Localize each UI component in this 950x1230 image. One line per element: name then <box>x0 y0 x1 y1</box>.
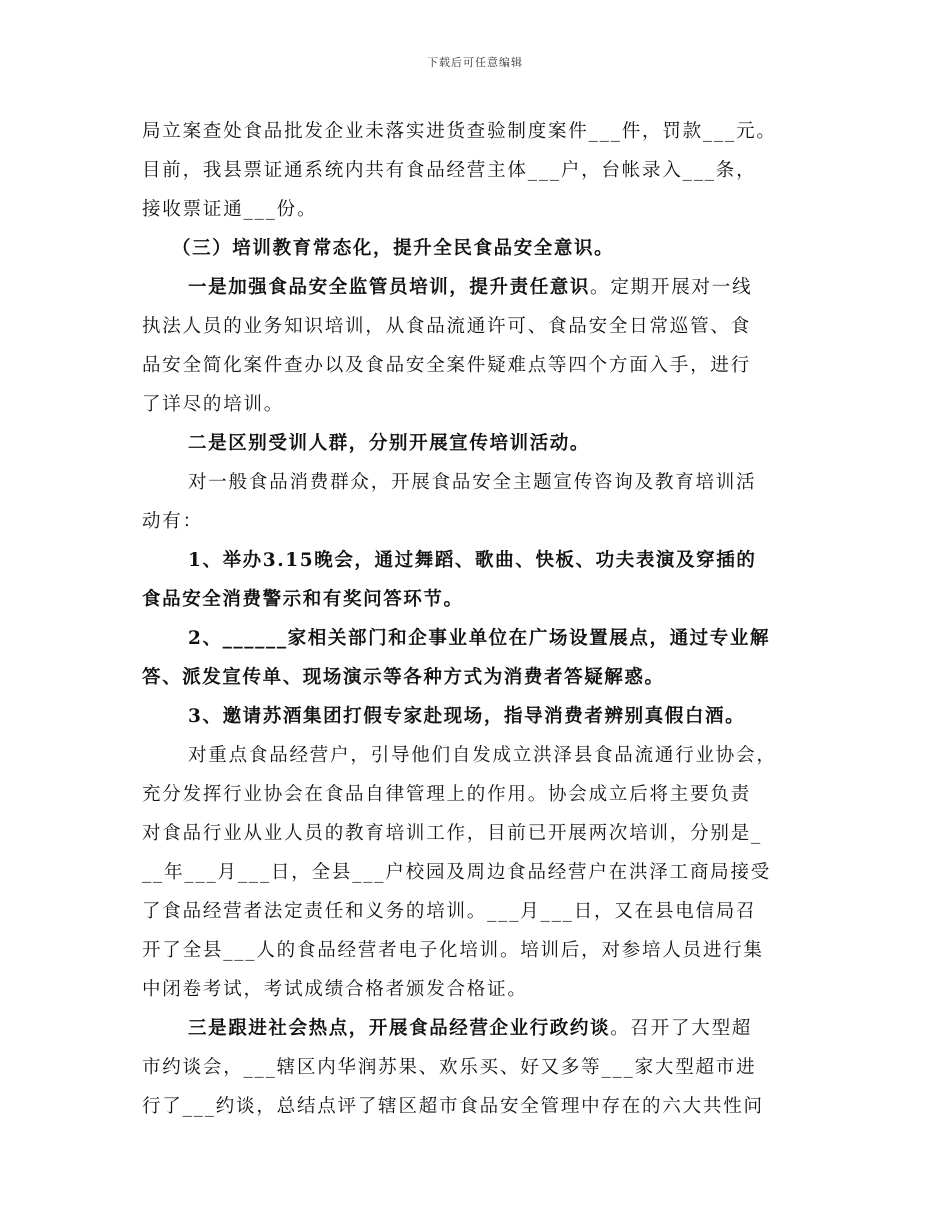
paragraph-line: 动有： <box>142 511 203 532</box>
list-item-continuation: 食品安全消费警示和有奖问答环节。 <box>142 589 464 610</box>
document-body <box>142 112 812 1126</box>
paragraph-line: 充分发挥行业协会在食品自律管理上的作用。协会成立后将主要负责 <box>142 784 752 805</box>
paragraph-line: 行了___约谈，总结点评了辖区超市食品安全管理中存在的六大共性问 <box>142 1096 764 1117</box>
paragraph-line: 接收票证通___份。 <box>142 199 318 220</box>
paragraph-line: 了详尽的培训。 <box>142 394 285 415</box>
paragraph-line: 市约谈会，___辖区内华润苏果、欢乐买、好又多等___家大型超市进 <box>142 1057 757 1078</box>
bold-lead: 三是跟进社会热点，开展食品经营企业行政约谈 <box>188 1018 611 1039</box>
paragraph-line: 中闭卷考试，考试成绩合格者颁发合格证。 <box>142 979 528 1000</box>
paragraph-line: 局立案查处食品批发企业未落实进货查验制度案件___件，罚款___元。 <box>142 121 777 142</box>
line-text: 。召开了大型超 <box>610 1018 753 1039</box>
list-item-continuation: 答、派发宣传单、现场演示等各种方式为消费者答疑解惑。 <box>142 667 665 688</box>
paragraph-line: 目前，我县票证通系统内共有食品经营主体___户，台帐录入___条， <box>142 160 757 181</box>
paragraph-line <box>142 268 812 307</box>
paragraph-line <box>142 1009 812 1048</box>
subheading: 二是区别受训人群，分别开展宣传培训活动。 <box>188 433 591 454</box>
list-item: 1、举办3.15晚会，通过舞蹈、歌曲、快板、功夫表演及穿插的 <box>188 550 757 571</box>
paragraph-line: 品安全简化案件查办以及食品安全案件疑难点等四个方面入手，进行 <box>142 355 752 376</box>
paragraph-line: 执法人员的业务知识培训，从食品流通许可、食品安全日常巡管、食 <box>142 316 752 337</box>
bold-lead: 一是加强食品安全监管员培训，提升责任意识 <box>188 277 591 298</box>
line-text: 。定期开展对一线 <box>590 277 753 298</box>
list-item: 2、______家相关部门和企事业单位在广场设置展点，通过专业解 <box>188 628 771 649</box>
paragraph-line: 对食品行业从业人员的教育培训工作，目前已开展两次培训，分别是_ <box>142 823 763 844</box>
paragraph-line: 对一般食品消费群众，开展食品安全主题宣传咨询及教育培训活 <box>188 472 757 493</box>
paragraph-line: 了食品经营者法定责任和义务的培训。___月___日，又在县电信局召 <box>142 901 757 922</box>
paragraph-line: 开了全县___人的食品经营者电子化培训。培训后，对参培人员进行集 <box>142 940 764 961</box>
section-heading: （三）培训教育常态化，提升全民食品安全意识。 <box>172 238 615 259</box>
paragraph-line: __年___月___日，全县___户校园及周边食品经营户在洪泽工商局接受 <box>142 862 772 883</box>
page-header: 下载后可任意编辑 <box>427 56 523 69</box>
list-item: 3、邀请苏酒集团打假专家赴现场，指导消费者辨别真假白酒。 <box>188 706 746 727</box>
paragraph-line: 对重点食品经营户，引导他们自发成立洪泽县食品流通行业协会， <box>188 745 777 766</box>
